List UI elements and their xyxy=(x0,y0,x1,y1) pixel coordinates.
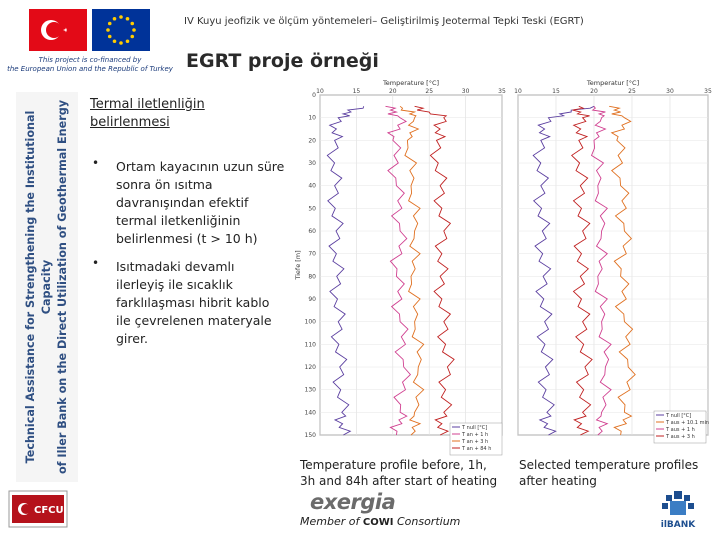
x-tick-label: 25 xyxy=(628,88,636,95)
eu-star-icon xyxy=(130,35,134,39)
y-tick-label: 0 xyxy=(312,92,316,99)
y-tick-label: 80 xyxy=(308,273,316,281)
cofinance-text xyxy=(0,56,180,74)
x-tick-label: 15 xyxy=(352,88,361,95)
y-tick-label: 90 xyxy=(308,296,316,303)
left-chart-caption: Temperature profile before, 1h, 3h and 84h after start of heating xyxy=(300,458,498,488)
cfcu-logo-text: CFCU xyxy=(34,505,64,516)
y-tick-label: 30 xyxy=(308,160,316,167)
y-tick-label: 50 xyxy=(308,205,316,213)
eu-star-icon xyxy=(108,35,112,39)
eu-star-icon xyxy=(126,17,130,21)
cfcu-logo xyxy=(8,490,68,528)
eu-star-icon xyxy=(119,41,123,45)
eu-flag-icon xyxy=(92,9,150,51)
eu-star-icon xyxy=(130,22,134,26)
x-tick-label: 10 xyxy=(514,88,522,95)
y-tick-label: 40 xyxy=(308,182,316,190)
y-tick-label: 130 xyxy=(304,386,316,394)
eu-star-icon xyxy=(108,22,112,26)
x-tick-label: 15 xyxy=(552,88,560,95)
chart-title: Temperatur [°C] xyxy=(586,79,640,87)
y-tick-label: 20 xyxy=(308,137,316,145)
x-tick-label: 20 xyxy=(590,88,598,95)
right-chart-caption: Selected temperature profiles after heating xyxy=(519,458,699,488)
y-tick-label: 70 xyxy=(308,250,316,258)
sidebar-line1: Technical Assistance for Strengthening the Institutional Capacity xyxy=(24,110,53,464)
x-tick-label: 30 xyxy=(666,88,674,95)
eu-star-icon xyxy=(113,39,117,43)
bullet-item-1: Ortam kayacının uzun süre sonra ön ısıtma davranışından efektif termal iletkenliğinin belirlenmesi (t > 10 h) xyxy=(116,159,285,246)
y-tick-label: 60 xyxy=(308,228,316,235)
y-axis-label: Tiefe [m] xyxy=(294,250,302,280)
member-suffix: Consortium xyxy=(396,515,461,528)
cofinance-line1: This project is co-financed by xyxy=(38,56,142,64)
x-tick-label: 20 xyxy=(388,88,397,95)
eu-star-icon xyxy=(132,28,136,32)
chart-title: Temperature [°C] xyxy=(382,79,440,87)
eu-star-icon xyxy=(113,17,117,21)
x-tick-label: 10 xyxy=(316,88,324,95)
plot-area xyxy=(518,95,708,435)
ilbank-logo-text: ilBANK xyxy=(660,520,696,530)
sidebar-line2: of Iller Bank on the Direct Utilization of Geothermal Energy xyxy=(56,99,69,475)
eu-star-icon xyxy=(126,39,130,43)
bullet-marker: • xyxy=(92,156,100,170)
project-title: IV Kuyu jeofizik ve ölçüm yöntemeleri– Geliştirilmiş Jeotermal Tepki Teski (EGRT) xyxy=(184,16,584,27)
legend-entry: T an + 3 h xyxy=(462,439,489,445)
selected-profiles-chart xyxy=(512,75,712,447)
sidebar-title xyxy=(23,97,71,477)
bullet-marker: • xyxy=(92,256,100,270)
y-tick-label: 140 xyxy=(304,409,316,417)
cofinance-line2: the European Union and the Republic of Turkey xyxy=(7,65,173,73)
y-tick-label: 100 xyxy=(304,318,316,326)
y-tick-label: 110 xyxy=(304,341,316,349)
x-tick-label: 35 xyxy=(704,88,712,95)
y-tick-label: 150 xyxy=(304,432,316,439)
legend-entry: T aus + 10.1 min xyxy=(666,420,710,426)
bullet-item-2: Isıtmadaki devamlı ilerleyiş ile sıcaklık farklılaşması hibrit kablo ile çevrelenen materyale girer. xyxy=(116,259,272,346)
legend-entry: T aus + 3 h xyxy=(666,434,695,440)
legend-entry: T an + 1 h xyxy=(462,432,489,438)
slide-title: EGRT proje örneği xyxy=(186,50,379,72)
eu-star-icon xyxy=(119,15,123,19)
x-tick-label: 35 xyxy=(498,88,506,95)
y-tick-label: 120 xyxy=(304,364,316,371)
cowi-logo: COWI xyxy=(362,517,394,528)
member-line xyxy=(300,515,460,528)
temperature-profile-chart xyxy=(290,75,508,452)
legend-entry: T null [°C] xyxy=(462,425,488,431)
member-prefix: Member of xyxy=(300,515,360,528)
legend-entry: T aus + 1 h xyxy=(666,427,695,433)
ilbank-logo xyxy=(652,489,704,531)
x-tick-label: 25 xyxy=(425,88,434,95)
legend-entry: T an + 84 h xyxy=(462,446,492,452)
turkey-flag-icon xyxy=(29,9,87,51)
slide-subtitle: Termal iletlenliğin belirlenmesi xyxy=(90,97,205,130)
exergia-logo: exergia xyxy=(310,490,396,514)
legend-entry: T null [°C] xyxy=(666,413,692,419)
x-tick-label: 30 xyxy=(461,88,470,95)
eu-star-icon xyxy=(106,28,110,32)
y-tick-label: 10 xyxy=(308,114,316,122)
plot-area xyxy=(320,95,502,435)
